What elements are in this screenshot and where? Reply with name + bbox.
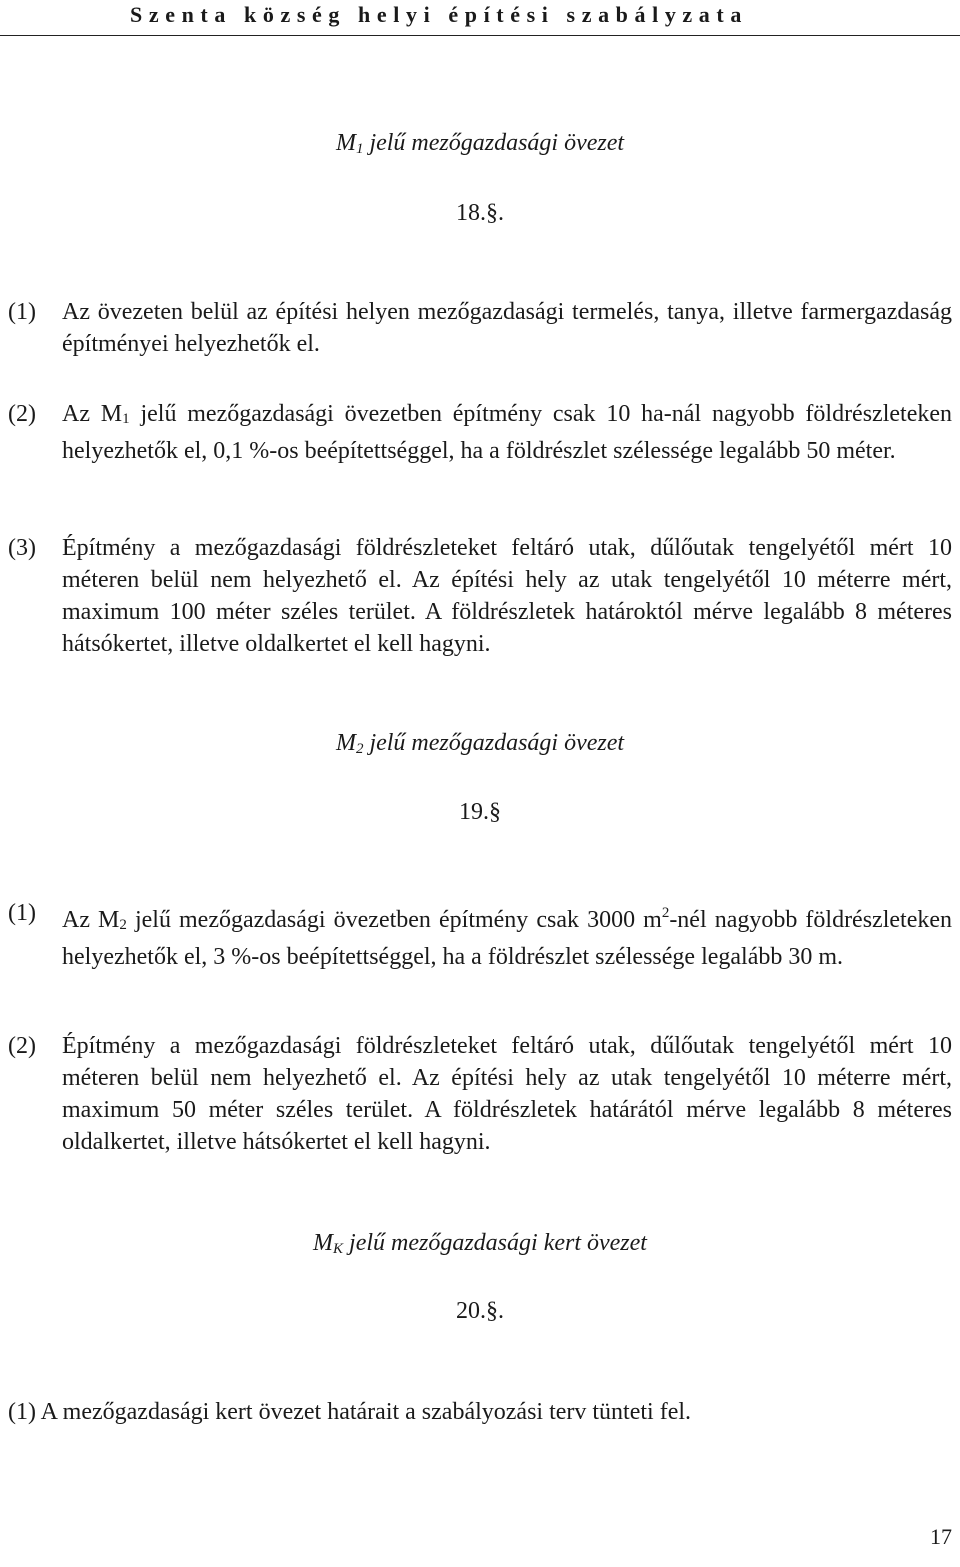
text-part: Az M — [62, 907, 120, 933]
section-18-paragraph-1 — [8, 296, 952, 360]
heading-subscript: 2 — [355, 741, 364, 757]
heading-text: jelű mezőgazdasági kert övezet — [343, 1230, 647, 1256]
section-20-number: 20.§. — [456, 1298, 504, 1324]
section-18-paragraph-2 — [8, 398, 952, 467]
heading-text: jelű mezőgazdasági övezet — [363, 730, 625, 756]
heading-letter: M — [335, 730, 356, 756]
subscript: 2 — [119, 917, 127, 933]
subscript: 1 — [122, 411, 130, 427]
section-19-heading — [0, 730, 960, 758]
section-19-paragraph-2 — [8, 1030, 952, 1158]
paragraph-text — [8, 398, 952, 467]
section-20-heading — [0, 1230, 960, 1258]
paragraph-number: (3) — [8, 535, 36, 561]
section-19-paragraph-1 — [8, 897, 952, 973]
heading-letter: M — [313, 1230, 334, 1256]
page-number: 17 — [930, 1524, 952, 1549]
document-title: Szenta község helyi építési szabályzata — [130, 2, 748, 27]
heading-subscript: 1 — [355, 141, 364, 157]
paragraph-number: (1) — [8, 299, 36, 325]
paragraph-text — [8, 897, 952, 973]
heading-subscript: K — [333, 1241, 344, 1257]
text-part: Az M — [62, 401, 123, 427]
paragraph-number: (1) — [8, 900, 36, 926]
section-18-number: 18.§. — [456, 200, 504, 226]
paragraph-number: (2) — [8, 401, 36, 427]
heading-letter: M — [335, 130, 356, 156]
superscript: 2 — [661, 905, 670, 921]
paragraph-text: Építmény a mezőgazdasági földrészleteket feltáró utak, dűlőutak tengelyétől mért 10 méteren belül nem helyezhető el. Az építési hely az utak tengelyétől 10 méterre mért, maximum 100 méter széles terület. A földrészletek határoktól mérve legalább 8 méteres hátsókertet, illetve oldalkertet el kell hagyni. — [62, 535, 952, 657]
text-part: jelű mezőgazdasági övezetben építmény csak 10 ha-nál nagyobb földrészleteken helyezhetők el, 0,1 %-os beépítettséggel, ha a földrészlet szélessége legalább 50 méter. — [62, 401, 952, 464]
section-18-heading — [0, 130, 960, 158]
paragraph-text: Építmény a mezőgazdasági földrészleteket feltáró utak, dűlőutak tengelyétől mért 10 méteren belül nem helyezhető el. Az építési hely az utak tengelyétől 10 méterre mért, maximum 50 méter széles terület. A földrészletek határától mérve legalább 8 méteres oldalkertet, illetve hátsókertet el kell hagyni. — [62, 1033, 952, 1155]
text-part: -nél nagyobb földrészleteken helyezhetők el, 3 %-os beépítettséggel, ha a földrészlet szélessége legalább 30 m. — [62, 907, 952, 970]
section-20-paragraph-1 — [8, 1396, 952, 1428]
section-18-paragraph-3 — [8, 532, 952, 660]
section-19-number: 19.§ — [459, 799, 501, 825]
running-header — [0, 0, 960, 36]
paragraph-number: (2) — [8, 1033, 36, 1059]
paragraph-text: Az övezeten belül az építési helyen mezőgazdasági termelés, tanya, illetve farmergazdaság építményei helyezhetők el. — [62, 299, 952, 357]
heading-text: jelű mezőgazdasági övezet — [363, 130, 625, 156]
paragraph-text: (1) A mezőgazdasági kert övezet határait a szabályozási terv tünteti fel. — [8, 1399, 692, 1425]
text-part: jelű mezőgazdasági övezetben építmény csak 3000 m — [126, 907, 662, 933]
